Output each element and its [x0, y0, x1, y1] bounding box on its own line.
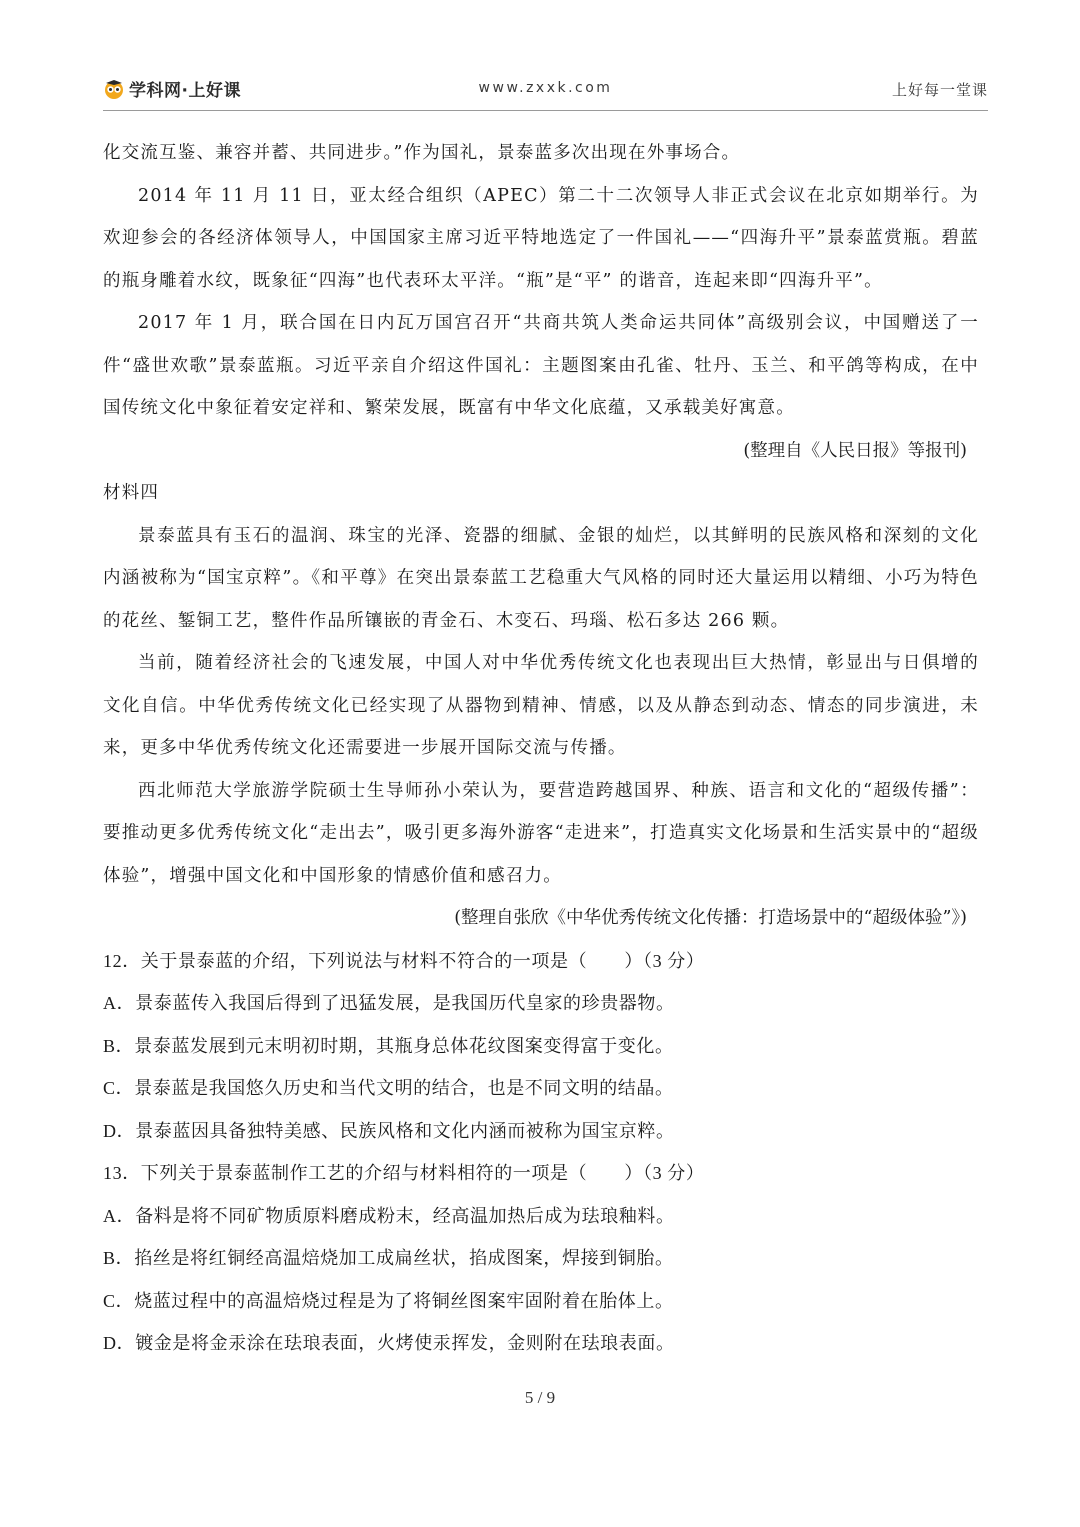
option-a: A．备料是将不同矿物质原料磨成粉末，经高温加热后成为珐琅釉料。	[103, 1205, 675, 1226]
option-b: B．掐丝是将红铜经高温焙烧加工成扁丝状，掐成图案，焊接到铜胎。	[103, 1248, 674, 1268]
option-c: C．景泰蓝是我国悠久历史和当代文明的结合，也是不同文明的结晶。	[103, 1078, 674, 1098]
logo-text: 学科网·上好课	[129, 81, 241, 101]
document-body	[103, 132, 979, 1365]
paragraph: 西北师范大学旅游学院硕士生导师孙小荣认为，要营造跨越国界、种族、语言和文化的“超级传播”：要推动更多优秀传统文化“走出去”，吸引更多海外游客“走进来”，打造真实文化场景和生活实景中的“超级体验”，增强中国文化和中国形象的情感价值和感召力。	[103, 780, 979, 886]
paragraph: 景泰蓝具有玉石的温润、珠宝的光泽、瓷器的细腻、金银的灿烂，以其鲜明的民族风格和深刻的文化内涵被称为“国宝京粹”。《和平尊》在突出景泰蓝工艺稳重大气风格的同时还大量运用以精细、小巧为特色的花丝、錾铜工艺，整件作品所镶嵌的青金石、木变石、玛瑙、松石多达 266 颗。	[103, 525, 979, 631]
paragraph: 2017 年 1 月，联合国在日内瓦万国宫召开“共商共筑人类命运共同体”高级别会议，中国赠送了一件“盛世欢歌”景泰蓝瓶。习近平亲自介绍这件国礼：主题图案由孔雀、牡丹、玉兰、和平鸽等构成，在中国传统文化中象征着安定祥和、繁荣发展，既富有中华文化底蕴，又承载美好寓意。	[103, 313, 979, 418]
page-header	[103, 74, 988, 111]
paragraph: 2014 年 11 月 11 日，亚太经合组织（APEC）第二十二次领导人非正式会议在北京如期举行。为欢迎参会的各经济体领导人，中国国家主席习近平特地选定了一件国礼——“四海升平”景泰蓝赏瓶。碧蓝的瓶身雕着水纹，既象征“四海”也代表环太平洋。“瓶”是“平” 的谐音，连起来即“四海升平”。	[103, 185, 979, 291]
question-13	[103, 1152, 979, 1365]
option-b: B．景泰蓝发展到元末明初时期，其瓶身总体花纹图案变得富于变化。	[103, 1035, 674, 1056]
question-stem: 13．下列关于景泰蓝制作工艺的介绍与材料相符的一项是（ ）（3 分）	[103, 1163, 705, 1183]
header-slogan: 上好每一堂课	[891, 81, 988, 99]
source-citation: (整理自张欣《中华优秀传统文化传播：打造场景中的“超级体验”》)	[454, 908, 967, 928]
question-stem: 12．关于景泰蓝的介绍，下列说法与材料不符合的一项是（ ）（3 分）	[103, 950, 705, 971]
material-heading: 材料四	[103, 483, 160, 503]
option-c: C．烧蓝过程中的高温焙烧过程是为了将铜丝图案牢固附着在胎体上。	[103, 1290, 674, 1311]
page-number: 5 / 9	[524, 1388, 556, 1407]
option-d: D．景泰蓝因具备独特美感、民族风格和文化内涵而被称为国宝京粹。	[103, 1120, 675, 1141]
paragraph: 当前，随着经济社会的飞速发展，中国人对中华优秀传统文化也表现出巨大热情，彰显出与日俱增的文化自信。中华优秀传统文化已经实现了从器物到精神、情感，以及从静态到动态、情态的同步演进，未来，更多中华优秀传统文化还需要进一步展开国际交流与传播。	[103, 653, 979, 758]
question-12	[103, 940, 979, 1153]
option-a: A．景泰蓝传入我国后得到了迅猛发展，是我国历代皇家的珍贵器物。	[103, 993, 675, 1013]
site-url[interactable]: www.zxxk.com	[478, 80, 613, 96]
option-d: D．镀金是将金汞涂在珐琅表面，火烤使汞挥发，金则附在珐琅表面。	[103, 1333, 675, 1353]
source-citation: (整理自《人民日报》等报刊)	[743, 440, 967, 461]
paragraph: 化交流互鉴、兼容并蓄、共同进步。”作为国礼，景泰蓝多次出现在外事场合。	[103, 143, 741, 163]
